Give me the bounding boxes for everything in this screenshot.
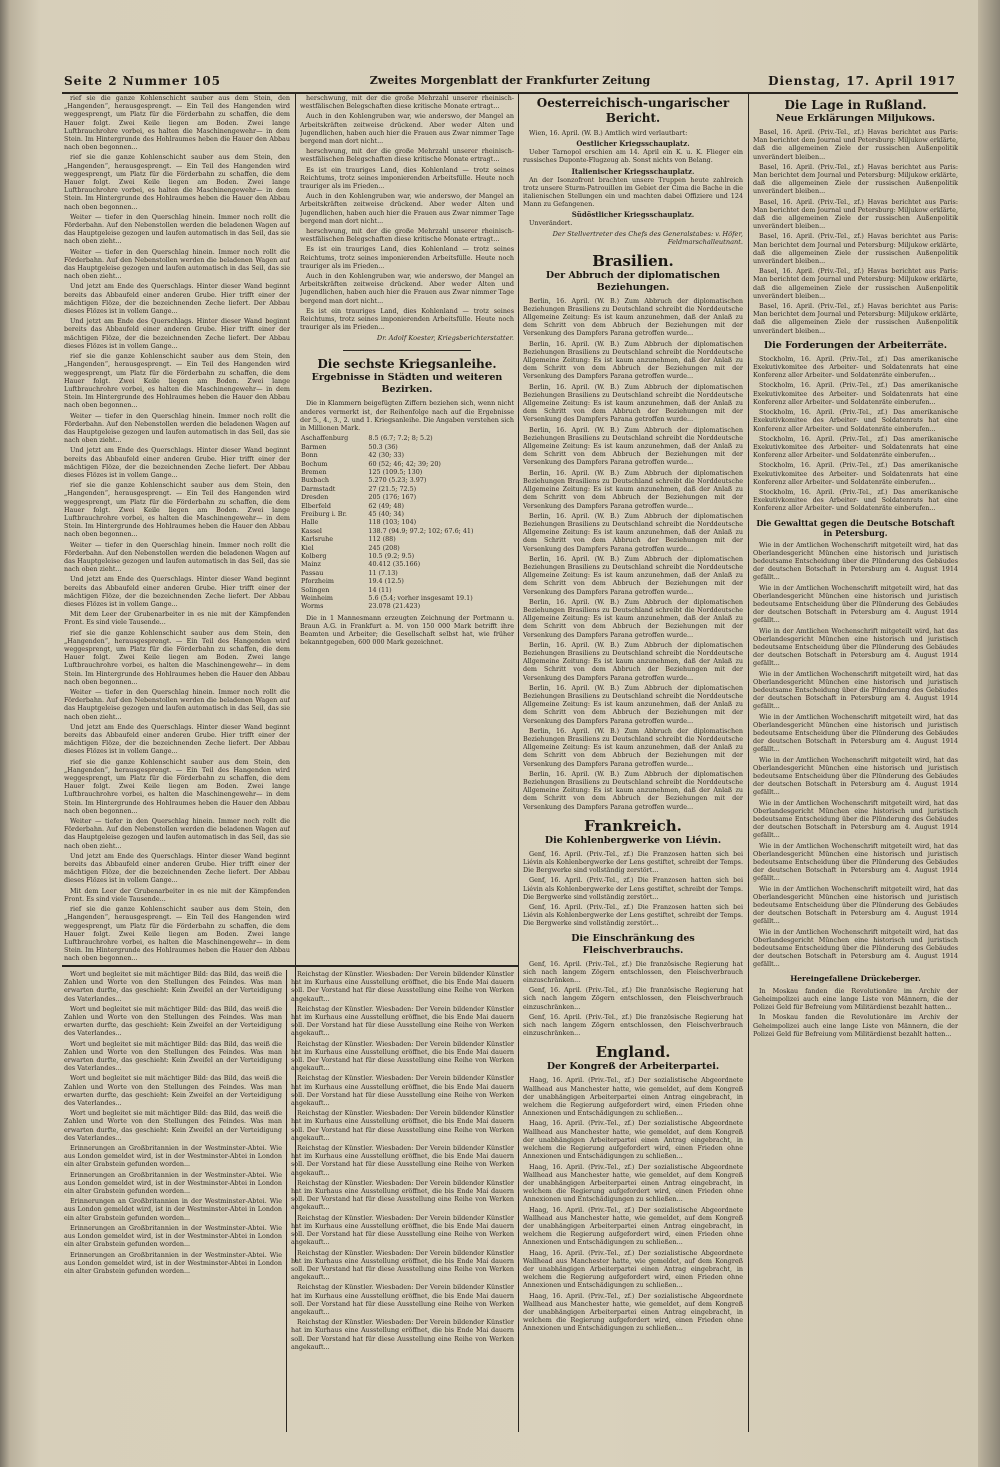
loan-results-table [300,434,514,611]
column-rule [62,965,518,967]
paragraph: Berlin, 16. April. (W. B.) Zum Abbruch der diplomatischen Beziehungen Brasiliens zu Deutschland schreibt die Norddeutsche Allgemeine Zeitung: Es ist kaum anzunehmen, daß der Anlaß zu dem Schritt von dem Abbruch der Beziehungen mit der Versenkung des Dampfers Parana getroffen wurde... [523,468,743,510]
loan-row [300,468,514,476]
paragraph: herschwung, mit der die große Mehrzahl unserer rheinisch-westfälischen Belegschaften diese kritische Monate ertragt... [300,147,514,164]
paragraph: Wort und begleitet sie mit mächtiger Bild: das Bild, das weiß die Zahlen und Worte von den Stellungen des Feindes. Was man erwarten durfte, das geschieht: Kein Zweifel an der Verteidigung des Vaterlandes... [64,1074,282,1108]
loan-row [300,594,514,602]
paragraph: In Moskau fanden die Revolutionäre im Archiv der Geheimpolizei auch eine lange Liste von Männern, die der Polizei Geld für Befreiung vom Militärdienst bezahlt hatten... [753,1013,958,1038]
loan-city: Darmstadt [301,484,336,493]
loan-city: Dresden [301,493,329,502]
paragraph: Stockholm, 16. April. (Priv.-Tel., zf.) Das amerikanische Exekutivkomitee des Arbeiter- und Soldatenrats hat eine Konferenz aller Arbeiter- und Soldatenräte einberufen... [753,381,958,406]
loan-row [300,460,514,468]
paragraph: rief sie die ganze Kohlenschicht sauber aus dem Stein, den „Hangenden“, herausgesprengt. — Ein Teil des Hangenden wird weggesprengt, um Platz für die Förderbahn zu schaffen, die dem Hauer folgt. Zwei Keile liegen am Boden. Zwei lange Luftbrauchrohre vorbei, es halten die Maschinengewehr— in dem Stein. Im Hintergrunde des Hohlraumes heben die Hauer den Abbau nach oben begonnen... [64,153,290,211]
paragraph: Weiter — tiefer in den Querschlag hinein. Immer noch rollt die Förderbahn. Auf den Nebenstollen werden die beladenen Wagen auf das Hauptgeleise gezogen und laufen automatisch in das Seil, das sie nach oben zieht... [64,688,290,721]
loan-amount: 138.7 (94.9; 97.2; 102; 67.6; 41) [368,526,474,535]
paragraph: Erinnerungen an Großbritannien in der Westminster-Abtei. Wie aus London gemeldet wird, ist in der Westminster-Abtei in London ein alter Grabstein gefunden worden... [64,1250,282,1275]
paragraph: Erinnerungen an Großbritannien in der Westminster-Abtei. Wie aus London gemeldet wird, ist in der Westminster-Abtei in London ein alter Grabstein gefunden worden... [64,1197,282,1222]
header-date: Dienstag, 17. April 1917 [768,74,956,88]
paragraph: Reichstag der Künstler. Wiesbaden: Der Verein bildender Künstler hat im Kurhaus eine Ausstellung eröffnet, die bis Ende Mai dauern soll. Der Vorstand hat für diese Ausstellung eine Reihe von Werken angekauft... [291,1144,514,1177]
paragraph: Berlin, 16. April. (W. B.) Zum Abbruch der diplomatischen Beziehungen Brasiliens zu Deutschland schreibt die Norddeutsche Allgemeine Zeitung: Es ist kaum anzunehmen, daß der Anlaß zu dem Schritt von dem Abbruch der Beziehungen mit der Versenkung des Dampfers Parana getroffen wurde... [523,296,743,338]
paragraph: Wie in der Amtlichen Wochenschrift mitgeteilt wird, hat das Oberlandesgericht München eine historisch und juristisch bedeutsame Entscheidung über die Plünderung des Gebäudes der deutschen Botschaft in Petersburg am 4. August 1914 gefällt... [753,841,958,883]
france-subtitle: Die Kohlenbergwerke von Liévin. [544,834,722,846]
loan-row [300,544,514,552]
paragraph: Reichstag der Künstler. Wiesbaden: Der Verein bildender Künstler hat im Kurhaus eine Ausstellung eröffnet, die bis Ende Mai dauern soll. Der Vorstand hat für diese Ausstellung eine Reihe von Werken angekauft... [291,1318,514,1351]
paragraph: Wie in der Amtlichen Wochenschrift mitgeteilt wird, hat das Oberlandesgericht München eine historisch und juristisch bedeutsame Entscheidung über die Plünderung des Gebäudes der deutschen Botschaft in Petersburg am 4. August 1914 gefällt... [753,927,958,969]
meat-title: Die Einschränkung des Fleischverbrauchs. [571,932,695,956]
paragraph: Reichstag der Künstler. Wiesbaden: Der Verein bildender Künstler hat im Kurhaus eine Ausstellung eröffnet, die bis Ende Mai dauern soll. Der Vorstand hat für diese Ausstellung eine Reihe von Werken angekauft... [291,1074,514,1108]
loan-row [300,451,514,459]
paragraph: Reichstag der Künstler. Wiesbaden: Der Verein bildender Künstler hat im Kurhaus eine Ausstellung eröffnet, die bis Ende Mai dauern soll. Der Vorstand hat für diese Ausstellung eine Reihe von Werken angekauft... [291,1109,514,1142]
paragraph: Genf, 16. April. (Priv.-Tel., zf.) Die Franzosen hatten sich bei Liévin als Kohlenbergwerke der Lens gestiftet, schreibt der Temps. Die Bergwerke sind vollständig zerstört... [523,903,743,928]
loan-city: Mainz [301,560,321,569]
loan-city: Kassel [301,526,322,535]
loan-footer: Die in 1 Mannesmann erzeugten Zeichnung der Portmann u. Braun A.G. in Frankfurt a. M. von 150 000 Mark betrifft ihre Beamten und Arbeiter; die Gesellschaft selbst hat, wie früher bekanntgegeben, 600 000 Mark gezeichnet. [300,613,514,647]
loan-amount: 42 (30; 33) [368,451,404,460]
loan-amount: 8.5 (6.7; 7.2; 8; 5.2) [368,434,433,443]
paragraph: Berlin, 16. April. (W. B.) Zum Abbruch der diplomatischen Beziehungen Brasiliens zu Deutschland schreibt die Norddeutsche Allgemeine Zeitung: Es ist kaum anzunehmen, daß der Anlaß zu dem Schritt von dem Abbruch der Beziehungen mit der Versenkung des Dampfers Parana getroffen wurde... [523,769,743,811]
paragraph: Wie in der Amtlichen Wochenschrift mitgeteilt wird, hat das Oberlandesgericht München eine historisch und juristisch bedeutsame Entscheidung über die Plünderung des Gebäudes der deutschen Botschaft in Petersburg am 4. August 1914 gefällt... [753,583,958,625]
header-page-number: Seite 2 Nummer 105 [64,74,222,88]
paragraph: Auch in den Kohlengruben war, wie anderswo, der Mangel an Arbeitskräften zeitweise drückend. Aber weder Alten und Jugendlichen, haben auch hier die Frauen aus Zwar nimmer Tage bergend man dort nicht... [300,272,514,305]
paragraph: Erinnerungen an Großbritannien in der Westminster-Abtei. Wie aus London gemeldet wird, ist in der Westminster-Abtei in London ein alter Grabstein gefunden worden... [64,1223,282,1249]
loan-amount: 62 (49; 48) [368,501,404,510]
loan-city: Worms [301,602,324,611]
paragraph: Genf, 16. April. (Priv.-Tel., zf.) Die französische Regierung hat sich nach langem Zögern entschlossen, den Fleischverbrauch einzuschränken... [523,959,743,985]
paragraph: Haag, 16. April. (Priv.-Tel., zf.) Der sozialistische Abgeordnete Wallhead aus Manchester hatte, wie gemeldet, auf dem Kongreß der unabhängigen Arbeiterpartei einen Antrag eingebracht, in welchem die Regierung aufgefordert wird, einen Frieden ohne Annexionen und Entschädigungen zu schließen... [523,1119,743,1161]
loan-row [300,602,514,610]
loan-city: Passau [301,568,324,577]
loan-row [300,527,514,535]
loan-title: Die sechste Kriegsanleihe. [317,357,497,372]
brazil-title: Brasilien. [592,251,674,270]
paragraph: Weiter — tiefer in den Querschlag hinein. Immer noch rollt die Förderbahn. Auf den Nebenstollen werden die beladenen Wagen auf das Hauptgeleise gezogen und laufen automatisch in das Seil, das sie nach oben zieht... [64,817,290,850]
loan-amount: 19.4 (12.5) [368,577,404,586]
paragraph: Berlin, 16. April. (W. B.) Zum Abbruch der diplomatischen Beziehungen Brasiliens zu Deutschland schreibt die Norddeutsche Allgemeine Zeitung: Es ist kaum anzunehmen, daß der Anlaß zu dem Schritt von dem Abbruch der Beziehungen mit der Versenkung des Dampfers Parana getroffen wurde... [523,425,743,467]
loan-row [300,485,514,493]
loan-row [300,518,514,526]
paragraph: Haag, 16. April. (Priv.-Tel., zf.) Der sozialistische Abgeordnete Wallhead aus Manchester hatte, wie gemeldet, auf dem Kongreß der unabhängigen Arbeiterpartei einen Antrag eingebracht, in welchem die Regierung aufgefordert wird, einen Frieden ohne Annexionen und Entschädigungen zu schließen... [523,1205,743,1247]
paragraph: Wort und begleitet sie mit mächtiger Bild: das Bild, das weiß die Zahlen und Worte von den Stellungen des Feindes. Was man erwarten durfte, das geschieht: Kein Zweifel an der Verteidigung des Vaterlandes... [64,1039,282,1073]
loan-amount: 11 (7.13) [368,568,398,577]
loan-amount: 10.5 (9.2; 9.5) [368,551,415,560]
paragraph: rief sie die ganze Kohlenschicht sauber aus dem Stein, den „Hangenden“, herausgesprengt. — Ein Teil des Hangenden wird weggesprengt, um Platz für die Förderbahn zu schaffen, die dem Hauer folgt. Zwei Keile liegen am Boden. Zwei lange Luftbrauchrohre vorbei, es halten die Maschinengewehr— in dem Stein. Im Hintergrunde des Hohlraumes heben die Hauer den Abbau nach oben begonnen... [64,94,290,152]
loan-row [300,586,514,594]
loan-row [300,502,514,510]
paragraph: Genf, 16. April. (Priv.-Tel., zf.) Die französische Regierung hat sich nach langem Zögern entschlossen, den Fleischverbrauch einzuschränken... [523,1012,743,1038]
paragraph: Wie in der Amtlichen Wochenschrift mitgeteilt wird, hat das Oberlandesgericht München eine historisch und juristisch bedeutsame Entscheidung über die Plünderung des Gebäudes der deutschen Botschaft in Petersburg am 4. August 1914 gefällt... [753,755,958,797]
loan-city: Barmen [301,442,327,451]
column-4-article [753,94,958,1434]
loan-city: Kolberg [301,551,327,560]
paragraph: Basel, 16. April. (Priv.-Tel., zf.) Havas berichtet aus Paris: Man berichtet dem Journal und Petersburg: Miljukow erklärte, daß die allgemeinen Ziele der russischen Außenpolitik unverändert bleiben... [753,162,958,196]
column-rule [518,92,519,1432]
loan-amount: 5.270 (5.23; 3.97) [368,476,427,485]
paragraph: Erinnerungen an Großbritannien in der Westminster-Abtei. Wie aus London gemeldet wird, ist in der Westminster-Abtei in London ein alter Grabstein gefunden worden... [64,1144,282,1169]
loan-city: Halle [301,518,319,527]
loan-city: Pforzheim [301,577,334,586]
loan-row [300,552,514,560]
paragraph: herschwung, mit der die große Mehrzahl unserer rheinisch-westfälischen Belegschaften diese kritische Monate ertragt... [300,94,514,111]
loan-city: Weinheim [301,594,333,603]
paragraph: Haag, 16. April. (Priv.-Tel., zf.) Der sozialistische Abgeordnete Wallhead aus Manchester hatte, wie gemeldet, auf dem Kongreß der unabhängigen Arbeiterpartei einen Antrag eingebracht, in welchem die Regierung aufgefordert wird, einen Frieden ohne Annexionen und Entschädigungen zu schließen... [523,1162,743,1204]
loan-amount: 23.078 (21.423) [368,602,421,611]
author-signature: Der Stellvertreter des Chefs des Generalstabes: v. Höfer, Feldmarschalleutnant. [552,229,743,246]
paragraph: Wort und begleitet sie mit mächtiger Bild: das Bild, das weiß die Zahlen und Worte von den Stellungen des Feindes. Was man erwarten durfte, das geschieht: Kein Zweifel an der Verteidigung des Vaterlandes... [64,970,282,1003]
loan-row [300,493,514,501]
paragraph: Mit dem Leer der Grubenarbeiter in es nie mit der Kämpfenden Front. Es sind viele Tausende... [64,886,290,903]
loan-row [300,560,514,568]
author-signature: Dr. Adolf Koester, Kriegsberichterstatter. [376,334,514,343]
loan-row [300,569,514,577]
paragraph: Und jetzt am Ende des Querschlags. Hinter dieser Wand beginnt bereits das Abbaufeld einer anderen Grube. Hier trifft einer der mächtigen Flöze, der die bezeichnenden Zeche liefert. Der Abbau dieses Flözes ist in vollem Gange... [64,317,290,350]
paragraph: Weiter — tiefer in den Querschlag hinein. Immer noch rollt die Förderbahn. Auf den Nebenstollen werden die beladenen Wagen auf das Hauptgeleise gezogen und laufen automatisch in das Seil, das sie nach oben zieht... [64,212,290,246]
paragraph: Stockholm, 16. April. (Priv.-Tel., zf.) Das amerikanische Exekutivkomitee des Arbeiter- und Soldatenrats hat eine Konferenz aller Arbeiter- und Soldatenräte einberufen... [753,461,958,486]
france-title: Frankreich. [584,816,682,835]
paragraph: Genf, 16. April. (Priv.-Tel., zf.) Die Franzosen hatten sich bei Liévin als Kohlenbergwerke der Lens gestiftet, schreibt der Temps. Die Bergwerke sind vollständig zerstört... [523,849,743,875]
paragraph: An der Isonzofront brachten unsere Truppen heute zahlreich trotz unsere Sturm-Patrouillen im Gebiet der Cima die Bache in die italienischen Stellungen ein und machten dabei Offiziere und 124 Mann zu Gefangenen. [523,175,743,209]
loan-amount: 45 (40; 34) [368,509,404,518]
loan-city: Bremen [301,467,327,476]
paragraph: Reichstag der Künstler. Wiesbaden: Der Verein bildender Künstler hat im Kurhaus eine Ausstellung eröffnet, die bis Ende Mai dauern soll. Der Vorstand hat für diese Ausstellung eine Reihe von Werken angekauft... [291,1283,514,1316]
paragraph: Und jetzt am Ende des Querschlags. Hinter dieser Wand beginnt bereits das Abbaufeld einer anderen Grube. Hier trifft einer der mächtigen Flöze, der die bezeichnenden Zeche liefert. Der Abbau dieses Flözes ist in vollem Gange... [64,722,290,756]
loan-amount: 14 (11) [368,585,392,594]
paragraph: Haag, 16. April. (Priv.-Tel., zf.) Der sozialistische Abgeordnete Wallhead aus Manchester hatte, wie gemeldet, auf dem Kongreß der unabhängigen Arbeiterpartei einen Antrag eingebracht, in welchem die Regierung aufgefordert wird, einen Frieden ohne Annexionen und Entschädigungen zu schließen... [523,1291,743,1333]
paragraph: Stockholm, 16. April. (Priv.-Tel., zf.) Das amerikanische Exekutivkomitee des Arbeiter- und Soldatenrats hat eine Konferenz aller Arbeiter- und Soldatenräte einberufen... [753,487,958,513]
loan-amount: 40.412 (35.166) [368,560,421,569]
embassy-title: Die Gewalttat gegen die Deutsche Botschaft in Petersburg. [756,517,955,538]
brazil-subtitle: Der Abbruch der diplomatischen Beziehungen. [545,269,721,293]
loan-subtitle: Ergebnisse in Städten und weiteren Bezirken. [311,372,503,396]
loan-city: Freiburg i. Br. [301,509,347,518]
paragraph: Es ist ein trauriges Land, dies Kohlenland — trotz seines Reichtums, trotz seines imponierenden Arbeitsfülle. Heute noch trauriger als im Frieden... [300,306,514,332]
paragraph: rief sie die ganze Kohlenschicht sauber aus dem Stein, den „Hangenden“, herausgesprengt. — Ein Teil des Hangenden wird weggesprengt, um Platz für die Förderbahn zu schaffen, die dem Hauer folgt. Zwei Keile liegen am Boden. Zwei lange Luftbrauchrohre vorbei, es halten die Maschinengewehr— in dem Stein. Im Hintergrunde des Hohlraumes heben die Hauer den Abbau nach oben begonnen... [64,352,290,410]
loan-intro: Die in Klammern beigefügten Ziffern beziehen sich, wenn nicht anderes vermerkt ist, der Reihenfolge nach auf die Ergebnisse der 5., 4., 3., 2. und 1. Kriegsanleihe. Die Angaben verstehen sich in Millionen Mark. [300,399,514,433]
loan-city: Karlsruhe [301,535,334,544]
column-rule [286,970,287,1432]
paragraph: Wie in der Amtlichen Wochenschrift mitgeteilt wird, hat das Oberlandesgericht München eine historisch und juristisch bedeutsame Entscheidung über die Plünderung des Gebäudes der deutschen Botschaft in Petersburg am 4. August 1914 gefällt... [753,540,958,582]
paragraph: Mit dem Leer der Grubenarbeiter in es nie mit der Kämpfenden Front. Es sind viele Tausende... [64,610,290,627]
paragraph: Wie in der Amtlichen Wochenschrift mitgeteilt wird, hat das Oberlandesgericht München eine historisch und juristisch bedeutsame Entscheidung über die Plünderung des Gebäudes der deutschen Botschaft in Petersburg am 4. August 1914 gefällt... [753,884,958,926]
loan-row [300,443,514,451]
paragraph: rief sie die ganze Kohlenschicht sauber aus dem Stein, den „Hangenden“, herausgesprengt. — Ein Teil des Hangenden wird weggesprengt, um Platz für die Förderbahn zu schaffen, die dem Hauer folgt. Zwei Keile liegen am Boden. Zwei lange Luftbrauchrohre vorbei, es halten die Maschinengewehr— in dem Stein. Im Hintergrunde des Hohlraumes heben die Hauer den Abbau nach oben begonnen... [64,905,290,963]
bottom-left-article [64,970,282,1432]
loan-row [300,476,514,484]
column-1-article [64,94,290,964]
loan-amount: 118 (103; 104) [368,518,417,527]
paragraph: In Moskau fanden die Revolutionäre im Archiv der Geheimpolizei auch eine lange Liste von Männern, die der Polizei Geld für Befreiung vom Militärdienst bezahlt hatten... [753,986,958,1012]
paragraph: Basel, 16. April. (Priv.-Tel., zf.) Havas berichtet aus Paris: Man berichtet dem Journal und Petersburg: Miljukow erklärte, daß die allgemeinen Ziele der russischen Außenpolitik unverändert bleiben... [753,302,958,335]
column-3-article [523,94,743,1434]
loan-amount: 112 (88) [368,535,396,544]
paragraph: Basel, 16. April. (Priv.-Tel., zf.) Havas berichtet aus Paris: Man berichtet dem Journal und Petersburg: Miljukow erklärte, daß die allgemeinen Ziele der russischen Außenpolitik unverändert bleiben... [753,232,958,266]
paragraph: Stockholm, 16. April. (Priv.-Tel., zf.) Das amerikanische Exekutivkomitee des Arbeiter- und Soldatenrats hat eine Konferenz aller Arbeiter- und Soldatenräte einberufen... [753,354,958,380]
paragraph: herschwung, mit der die große Mehrzahl unserer rheinisch-westfälischen Belegschaften diese kritische Monate ertragt... [300,227,514,244]
draft-dodgers-title: Hereingefallene Drückeberger. [790,973,921,983]
loan-row [300,434,514,442]
england-subtitle: Der Kongreß der Arbeiterpartei. [546,1061,720,1073]
russia-subtitle: Neue Erklärungen Miljukows. [775,113,936,124]
paragraph: Wie in der Amtlichen Wochenschrift mitgeteilt wird, hat das Oberlandesgericht München eine historisch und juristisch bedeutsame Entscheidung über die Plünderung des Gebäudes der deutschen Botschaft in Petersburg am 4. August 1914 gefällt... [753,798,958,840]
paragraph: Basel, 16. April. (Priv.-Tel., zf.) Havas berichtet aus Paris: Man berichtet dem Journal und Petersburg: Miljukow erklärte, daß die allgemeinen Ziele der russischen Außenpolitik unverändert bleiben... [753,197,958,231]
paragraph: Auch in den Kohlengruben war, wie anderswo, der Mangel an Arbeitskräften zeitweise drückend. Aber weder Alten und Jugendlichen, haben auch hier die Frauen aus Zwar nimmer Tage bergend man dort nicht... [300,192,514,225]
paragraph: Basel, 16. April. (Priv.-Tel., zf.) Havas berichtet aus Paris: Man berichtet dem Journal und Petersburg: Miljukow erklärte, daß die allgemeinen Ziele der russischen Außenpolitik unverändert bleiben... [753,267,958,300]
paragraph: Wort und begleitet sie mit mächtiger Bild: das Bild, das weiß die Zahlen und Worte von den Stellungen des Feindes. Was man erwarten durfte, das geschieht: Kein Zweifel an der Verteidigung des Vaterlandes... [64,1109,282,1142]
bottom-middle-article [291,970,514,1432]
loan-amount: 60 (52; 46; 42; 39; 20) [368,459,441,468]
paragraph: Berlin, 16. April. (W. B.) Zum Abbruch der diplomatischen Beziehungen Brasiliens zu Deutschland schreibt die Norddeutsche Allgemeine Zeitung: Es ist kaum anzunehmen, daß der Anlaß zu dem Schritt von dem Abbruch der Beziehungen mit der Versenkung des Dampfers Parana getroffen wurde... [523,726,743,768]
loan-row [300,535,514,543]
paragraph: rief sie die ganze Kohlenschicht sauber aus dem Stein, den „Hangenden“, herausgesprengt. — Ein Teil des Hangenden wird weggesprengt, um Platz für die Förderbahn zu schaffen, die dem Hauer folgt. Zwei Keile liegen am Boden. Zwei lange Luftbrauchrohre vorbei, es halten die Maschinengewehr— in dem Stein. Im Hintergrunde des Hohlraumes heben die Hauer den Abbau nach oben begonnen... [64,481,290,539]
loan-city: Kiel [301,543,314,552]
austria-dateline: Wien, 16. April. (W. B.) Amtlich wird verlautbart: [529,129,688,137]
loan-amount: 125 (109.5; 130) [368,467,423,476]
paragraph: Basel, 16. April. (Priv.-Tel., zf.) Havas berichtet aus Paris: Man berichtet dem Journal und Petersburg: Miljukow erklärte, daß die allgemeinen Ziele der russischen Außenpolitik unverändert bleiben... [753,128,958,161]
paragraph: Stockholm, 16. April. (Priv.-Tel., zf.) Das amerikanische Exekutivkomitee des Arbeiter- und Soldatenrats hat eine Konferenz aller Arbeiter- und Soldatenräte einberufen... [753,434,958,460]
paragraph: Reichstag der Künstler. Wiesbaden: Der Verein bildender Künstler hat im Kurhaus eine Ausstellung eröffnet, die bis Ende Mai dauern soll. Der Vorstand hat für diese Ausstellung eine Reihe von Werken angekauft... [291,1039,514,1073]
paragraph: Genf, 16. April. (Priv.-Tel., zf.) Die Franzosen hatten sich bei Liévin als Kohlenbergwerke der Lens gestiftet, schreibt der Temps. Die Bergwerke sind vollständig zerstört... [523,876,743,901]
paragraph: Reichstag der Künstler. Wiesbaden: Der Verein bildender Künstler hat im Kurhaus eine Ausstellung eröffnet, die bis Ende Mai dauern soll. Der Vorstand hat für diese Ausstellung eine Reihe von Werken angekauft... [291,1178,514,1212]
workers-council-title: Die Forderungen der Arbeiterräte. [763,339,948,351]
paragraph: Wort und begleitet sie mit mächtiger Bild: das Bild, das weiß die Zahlen und Worte von den Stellungen des Feindes. Was man erwarten durfte, das geschieht: Kein Zweifel an der Verteidigung des Vaterlandes... [64,1004,282,1038]
paragraph: Ueber Tarnopol erschien am 14. April ein K. u. K. Flieger ein russisches Duponte-Flugzeug ab. Sonst nichts von Belang. [523,148,743,165]
paragraph: Und jetzt am Ende des Querschlags. Hinter dieser Wand beginnt bereits das Abbaufeld einer anderen Grube. Hier trifft einer der mächtigen Flöze, der die bezeichnenden Zeche liefert. Der Abbau dieses Flözes ist in vollem Gange... [64,282,290,316]
austria-report-title: Oesterreichisch-ungarischer Bericht. [536,96,730,125]
loan-row [300,510,514,518]
section-rule [343,350,471,351]
paragraph: Und jetzt am Ende des Querschlags. Hinter dieser Wand beginnt bereits das Abbaufeld einer anderen Grube. Hier trifft einer der mächtigen Flöze, der die bezeichnenden Zeche liefert. Der Abbau dieses Flözes ist in vollem Gange... [64,446,290,479]
loan-city: Elberfeld [301,501,331,510]
paragraph: Berlin, 16. April. (W. B.) Zum Abbruch der diplomatischen Beziehungen Brasiliens zu Deutschland schreibt die Norddeutsche Allgemeine Zeitung: Es ist kaum anzunehmen, daß der Anlaß zu dem Schritt von dem Abbruch der Beziehungen mit der Versenkung des Dampfers Parana getroffen wurde... [523,683,743,725]
loan-amount: 50.3 (36) [368,442,398,451]
paragraph: Berlin, 16. April. (W. B.) Zum Abbruch der diplomatischen Beziehungen Brasiliens zu Deutschland schreibt die Norddeutsche Allgemeine Zeitung: Es ist kaum anzunehmen, daß der Anlaß zu dem Schritt von dem Abbruch der Beziehungen mit der Versenkung des Dampfers Parana getroffen wurde... [523,554,743,596]
loan-row [300,577,514,585]
paragraph: Reichstag der Künstler. Wiesbaden: Der Verein bildender Künstler hat im Kurhaus eine Ausstellung eröffnet, die bis Ende Mai dauern soll. Der Vorstand hat für diese Ausstellung eine Reihe von Werken angekauft... [291,1213,514,1247]
loan-amount: 205 (176; 167) [368,493,417,502]
paragraph: Weiter — tiefer in den Querschlag hinein. Immer noch rollt die Förderbahn. Auf den Nebenstollen werden die beladenen Wagen auf das Hauptgeleise gezogen und laufen automatisch in das Seil, das sie nach oben zieht... [64,540,290,574]
loan-city: Bochum [301,459,328,468]
paragraph: Und jetzt am Ende des Querschlags. Hinter dieser Wand beginnt bereits das Abbaufeld einer anderen Grube. Hier trifft einer der mächtigen Flöze, der die bezeichnenden Zeche liefert. Der Abbau dieses Flözes ist in vollem Gange... [64,575,290,608]
paragraph: Und jetzt am Ende des Querschlags. Hinter dieser Wand beginnt bereits das Abbaufeld einer anderen Grube. Hier trifft einer der mächtigen Flöze, der die bezeichnenden Zeche liefert. Der Abbau dieses Flözes ist in vollem Gange... [64,851,290,885]
column-2-article [300,94,514,964]
paragraph: rief sie die ganze Kohlenschicht sauber aus dem Stein, den „Hangenden“, herausgesprengt. — Ein Teil des Hangenden wird weggesprengt, um Platz für die Förderbahn zu schaffen, die dem Hauer folgt. Zwei Keile liegen am Boden. Zwei lange Luftbrauchrohre vorbei, es halten die Maschinengewehr— in dem Stein. Im Hintergrunde des Hohlraumes heben die Hauer den Abbau nach oben begonnen... [64,757,290,815]
paragraph: Wie in der Amtlichen Wochenschrift mitgeteilt wird, hat das Oberlandesgericht München eine historisch und juristisch bedeutsame Entscheidung über die Plünderung des Gebäudes der deutschen Botschaft in Petersburg am 4. August 1914 gefällt... [753,626,958,668]
page-header [62,72,958,94]
england-title: England. [595,1043,671,1062]
paragraph: Wie in der Amtlichen Wochenschrift mitgeteilt wird, hat das Oberlandesgericht München eine historisch und juristisch bedeutsame Entscheidung über die Plünderung des Gebäudes der deutschen Botschaft in Petersburg am 4. August 1914 gefällt... [753,712,958,754]
loan-city: Buxbach [301,476,330,485]
loan-amount: 27 (21.5; 72.5) [368,484,417,493]
column-rule [748,92,749,1432]
paragraph: Stockholm, 16. April. (Priv.-Tel., zf.) Das amerikanische Exekutivkomitee des Arbeiter- und Soldatenrats hat eine Konferenz aller Arbeiter- und Soldatenräte einberufen... [753,408,958,433]
paragraph: Es ist ein trauriges Land, dies Kohlenland — trotz seines Reichtums, trotz seines imponierenden Arbeitsfülle. Heute noch trauriger als im Frieden... [300,165,514,191]
section-head: Oestlicher Kriegsschauplatz. [576,139,690,149]
loan-amount: 5.6 (5.4; vorher insgesamt 19.1) [368,594,473,603]
section-head: Südöstlicher Kriegsschauplatz. [571,210,695,220]
russia-title: Die Lage in Rußland. [784,98,927,112]
paragraph: Berlin, 16. April. (W. B.) Zum Abbruch der diplomatischen Beziehungen Brasiliens zu Deutschland schreibt die Norddeutsche Allgemeine Zeitung: Es ist kaum anzunehmen, daß der Anlaß zu dem Schritt von dem Abbruch der Beziehungen mit der Versenkung des Dampfers Parana getroffen wurde... [523,640,743,682]
paragraph: rief sie die ganze Kohlenschicht sauber aus dem Stein, den „Hangenden“, herausgesprengt. — Ein Teil des Hangenden wird weggesprengt, um Platz für die Förderbahn zu schaffen, die dem Hauer folgt. Zwei Keile liegen am Boden. Zwei lange Luftbrauchrohre vorbei, es halten die Maschinengewehr— in dem Stein. Im Hintergrunde des Hohlraumes heben die Hauer den Abbau nach oben begonnen... [64,628,290,686]
paragraph: Genf, 16. April. (Priv.-Tel., zf.) Die französische Regierung hat sich nach langem Zögern entschlossen, den Fleischverbrauch einzuschränken... [523,986,743,1011]
paragraph: Berlin, 16. April. (W. B.) Zum Abbruch der diplomatischen Beziehungen Brasiliens zu Deutschland schreibt die Norddeutsche Allgemeine Zeitung: Es ist kaum anzunehmen, daß der Anlaß zu dem Schritt von dem Abbruch der Beziehungen mit der Versenkung des Dampfers Parana getroffen wurde... [523,597,743,639]
paragraph: Berlin, 16. April. (W. B.) Zum Abbruch der diplomatischen Beziehungen Brasiliens zu Deutschland schreibt die Norddeutsche Allgemeine Zeitung: Es ist kaum anzunehmen, daß der Anlaß zu dem Schritt von dem Abbruch der Beziehungen mit der Versenkung des Dampfers Parana getroffen wurde... [523,382,743,424]
paragraph: Haag, 16. April. (Priv.-Tel., zf.) Der sozialistische Abgeordnete Wallhead aus Manchester hatte, wie gemeldet, auf dem Kongreß der unabhängigen Arbeiterpartei einen Antrag eingebracht, in welchem die Regierung aufgefordert wird, einen Frieden ohne Annexionen und Entschädigungen zu schließen... [523,1076,743,1118]
paragraph: Berlin, 16. April. (W. B.) Zum Abbruch der diplomatischen Beziehungen Brasiliens zu Deutschland schreibt die Norddeutsche Allgemeine Zeitung: Es ist kaum anzunehmen, daß der Anlaß zu dem Schritt von dem Abbruch der Beziehungen mit der Versenkung des Dampfers Parana getroffen wurde... [523,511,743,553]
paragraph: Weiter — tiefer in den Querschlag hinein. Immer noch rollt die Förderbahn. Auf den Nebenstollen werden die beladenen Wagen auf das Hauptgeleise gezogen und laufen automatisch in das Seil, das sie nach oben zieht... [64,411,290,445]
header-paper-title: Zweites Morgenblatt der Frankfurter Zeitung [369,74,651,87]
paragraph: Weiter — tiefer in den Querschlag hinein. Immer noch rollt die Förderbahn. Auf den Nebenstollen werden die beladenen Wagen auf das Hauptgeleise gezogen und laufen automatisch in das Seil, das sie nach oben zieht... [64,247,290,281]
paragraph: Haag, 16. April. (Priv.-Tel., zf.) Der sozialistische Abgeordnete Wallhead aus Manchester hatte, wie gemeldet, auf dem Kongreß der unabhängigen Arbeiterpartei einen Antrag eingebracht, in welchem die Regierung aufgefordert wird, einen Frieden ohne Annexionen und Entschädigungen zu schließen... [523,1248,743,1290]
loan-city: Bonn [301,451,318,460]
section-head: Italienischer Kriegsschauplatz. [571,166,695,176]
paragraph: Reichstag der Künstler. Wiesbaden: Der Verein bildender Künstler hat im Kurhaus eine Ausstellung eröffnet, die bis Ende Mai dauern soll. Der Vorstand hat für diese Ausstellung eine Reihe von Werken angekauft... [291,1004,514,1038]
paragraph: Reichstag der Künstler. Wiesbaden: Der Verein bildender Künstler hat im Kurhaus eine Ausstellung eröffnet, die bis Ende Mai dauern soll. Der Vorstand hat für diese Ausstellung eine Reihe von Werken angekauft... [291,1248,514,1282]
paragraph: Es ist ein trauriges Land, dies Kohlenland — trotz seines Reichtums, trotz seines imponierenden Arbeitsfülle. Heute noch trauriger als im Frieden... [300,245,514,270]
loan-city: Aschaffenburg [301,434,349,443]
paragraph: Wie in der Amtlichen Wochenschrift mitgeteilt wird, hat das Oberlandesgericht München eine historisch und juristisch bedeutsame Entscheidung über die Plünderung des Gebäudes der deutschen Botschaft in Petersburg am 4. August 1914 gefällt... [753,669,958,711]
paragraph: Reichstag der Künstler. Wiesbaden: Der Verein bildender Künstler hat im Kurhaus eine Ausstellung eröffnet, die bis Ende Mai dauern soll. Der Vorstand hat für diese Ausstellung eine Reihe von Werken angekauft... [291,970,514,1003]
paragraph: Erinnerungen an Großbritannien in der Westminster-Abtei. Wie aus London gemeldet wird, ist in der Westminster-Abtei in London ein alter Grabstein gefunden worden... [64,1170,282,1196]
paragraph: Berlin, 16. April. (W. B.) Zum Abbruch der diplomatischen Beziehungen Brasiliens zu Deutschland schreibt die Norddeutsche Allgemeine Zeitung: Es ist kaum anzunehmen, daß der Anlaß zu dem Schritt von dem Abbruch der Beziehungen mit der Versenkung des Dampfers Parana getroffen wurde... [523,339,743,381]
page-edge [978,0,1000,1467]
paragraph: Unverändert. [529,219,573,228]
loan-amount: 245 (208) [368,543,400,552]
paragraph: Auch in den Kohlengruben war, wie anderswo, der Mangel an Arbeitskräften zeitweise drückend. Aber weder Alten und Jugendlichen, haben auch hier die Frauen aus Zwar nimmer Tage bergend man dort nicht... [300,112,514,146]
loan-city: Solingen [301,585,330,594]
